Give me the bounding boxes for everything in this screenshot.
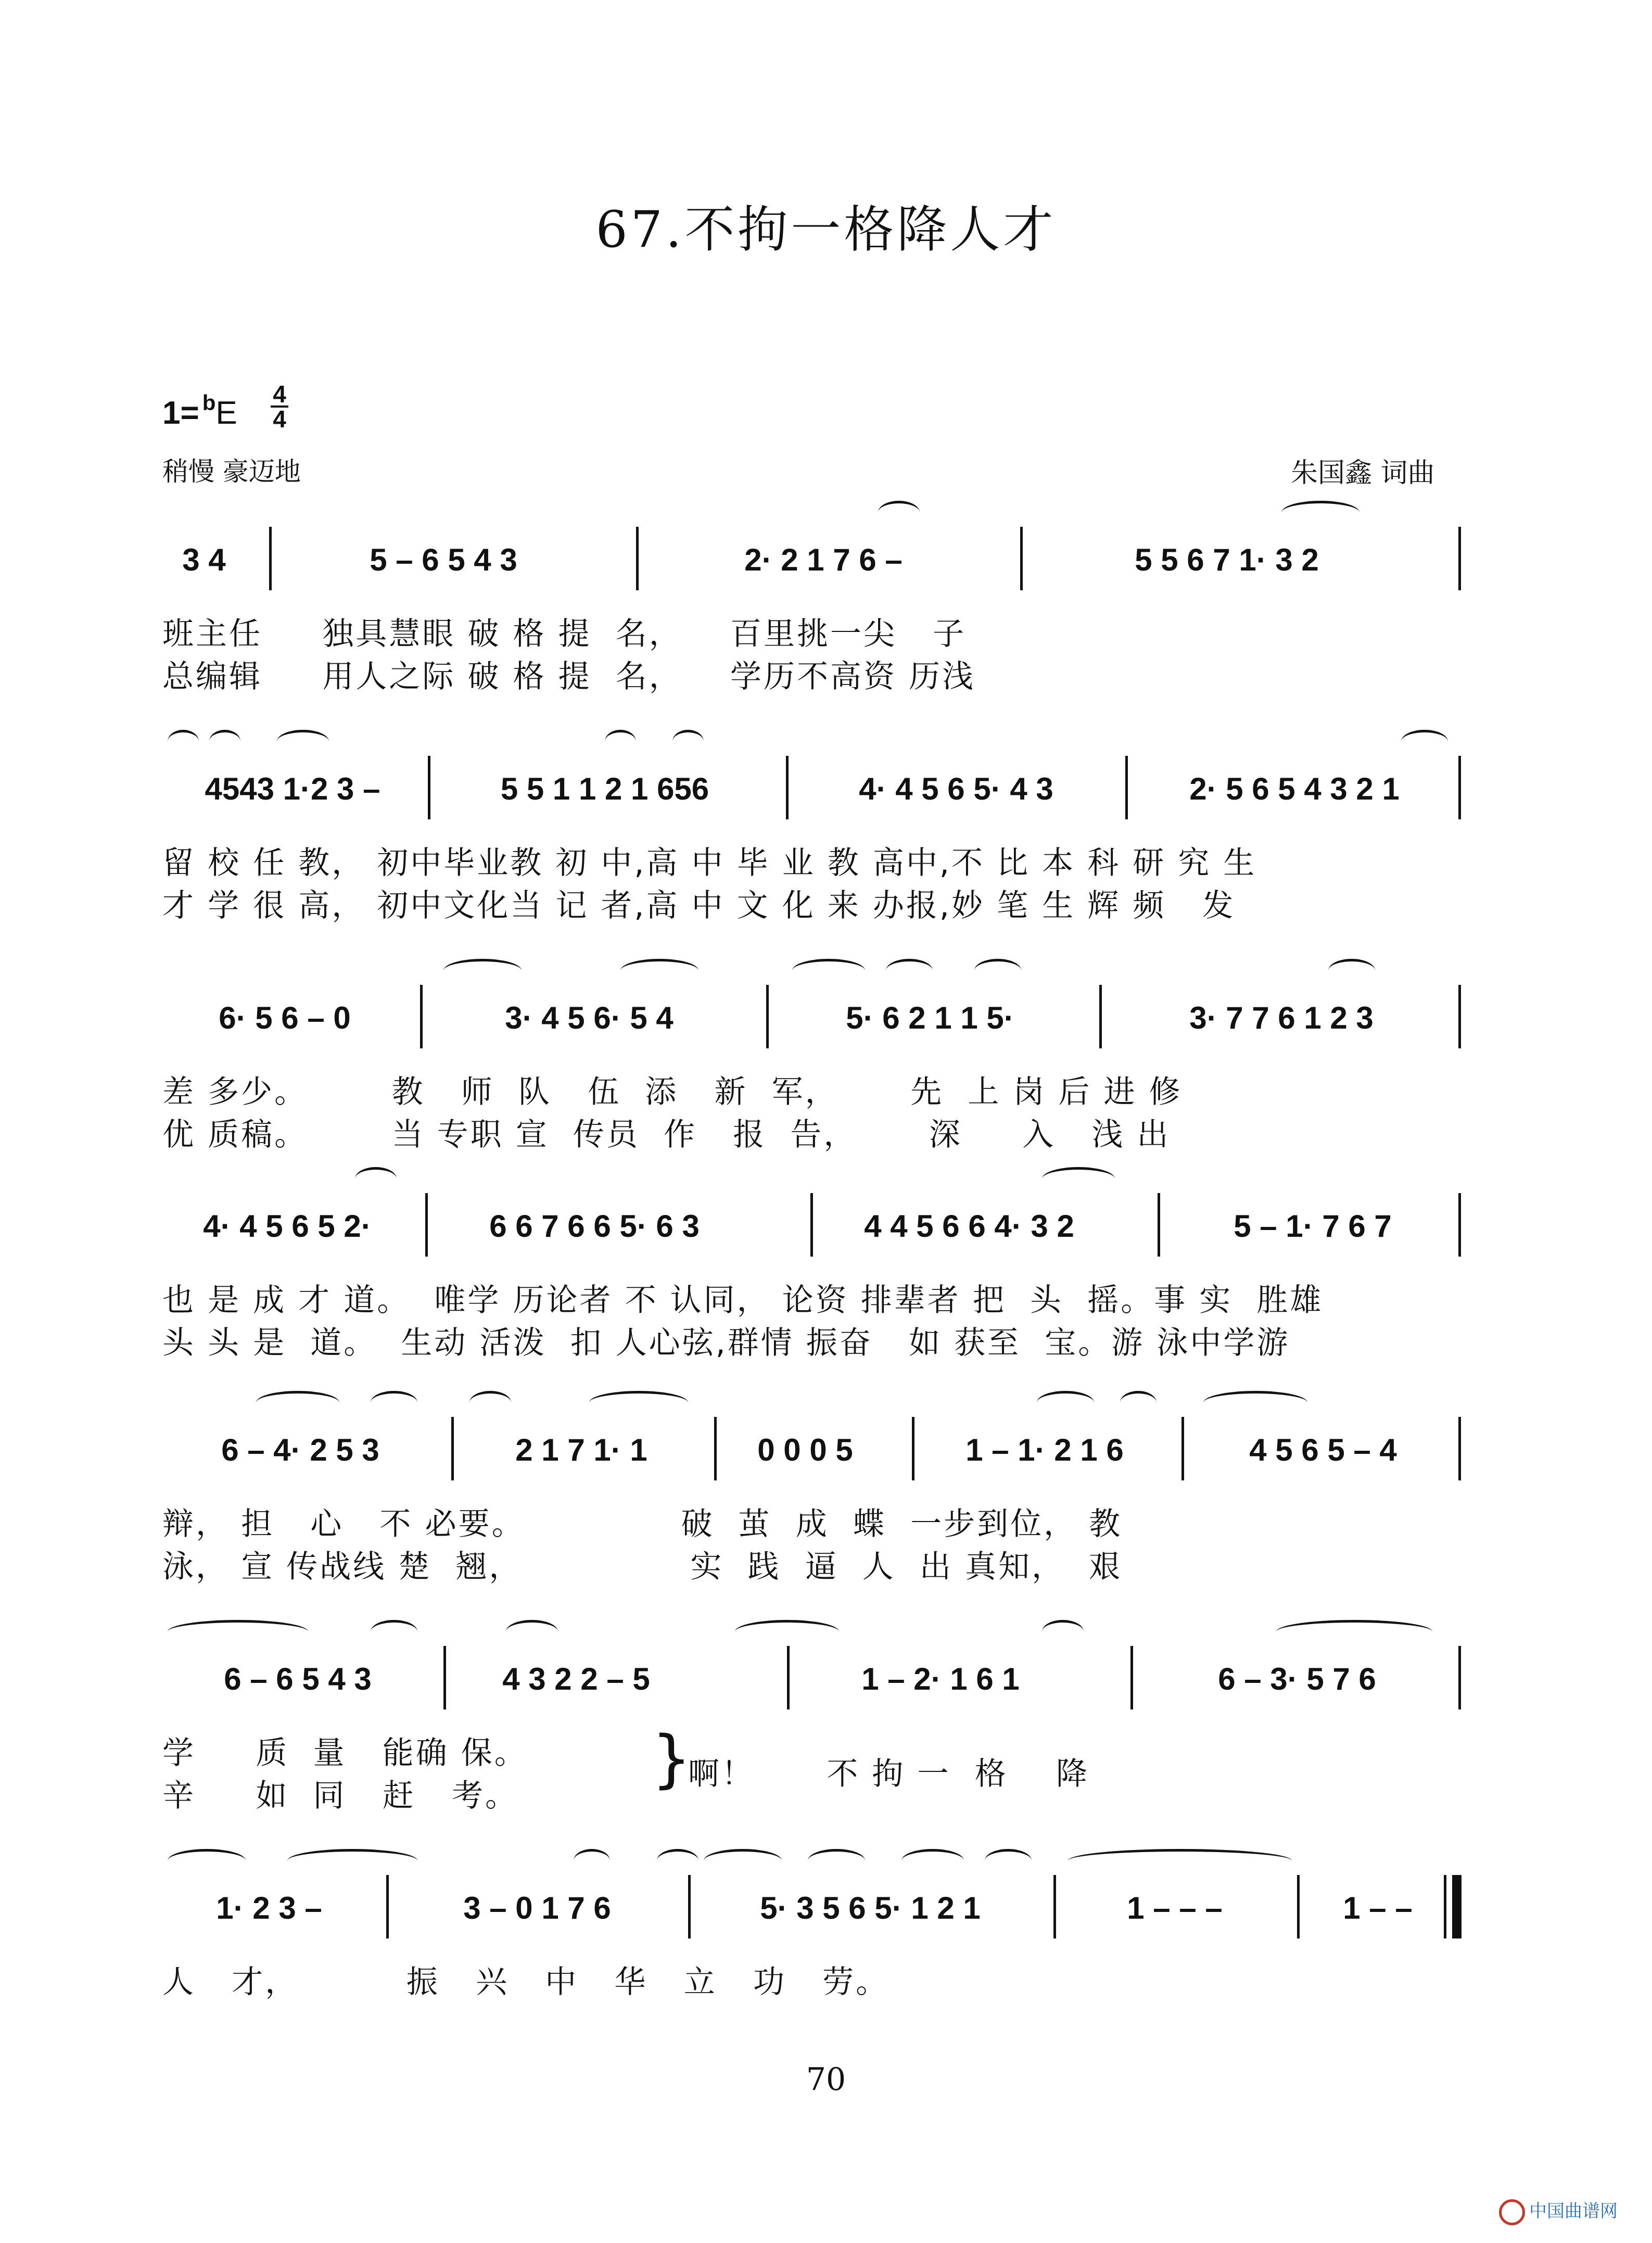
tie-slur <box>1281 501 1359 524</box>
measure <box>1029 531 1425 588</box>
measure-notes: 6· 5 6 – 0 <box>219 1000 351 1035</box>
tie-slur <box>672 730 704 753</box>
measure-notes: 1 – 1· 2 1 6 <box>965 1432 1124 1467</box>
measure-notes: 1 – 2· 1 6 1 <box>861 1661 1020 1696</box>
measure <box>162 760 423 817</box>
barline <box>714 1417 717 1480</box>
measure-notes: 6 – 6 5 4 3 <box>224 1661 372 1696</box>
barline <box>787 1646 790 1709</box>
tie-slur <box>168 730 199 753</box>
measure-notes: 5 – 6 5 4 3 <box>370 542 517 577</box>
measure-notes: 6 – 3· 5 7 6 <box>1218 1661 1376 1696</box>
lyric-line-1: 留 校 任 教， 初中毕业教 初 中,高 中 毕 业 教 高中,不 比 本 科 研 究 生 <box>162 845 1257 881</box>
tempo-marking: 稍慢 豪迈地 <box>162 457 301 487</box>
tie-slur <box>1401 730 1448 753</box>
barline <box>443 1646 446 1709</box>
lyric-line-2: 头 头 是 道。 生动 活泼 扣 人心弦,群情 振奋 如 获至 宝。游 泳中学游 <box>162 1325 1290 1361</box>
measure <box>162 1421 438 1478</box>
lyric-line-1: 辩， 担 心 不 必要。 破 茧 成 蝶 一步到位， 教 <box>162 1506 1123 1542</box>
measure-notes: 0 0 0 5 <box>757 1432 853 1467</box>
notes-row <box>162 989 1464 1046</box>
final-barline <box>1452 1875 1462 1938</box>
lyric-line-1: 班主任 独具慧眼 破 格 提 名， 百里挑一尖 子 <box>162 616 967 652</box>
measure <box>459 1421 704 1478</box>
measure-notes: 1 – – <box>1343 1890 1413 1925</box>
tie-slur <box>1037 1391 1094 1414</box>
tie-slur <box>1042 1167 1115 1190</box>
measure <box>920 1421 1170 1478</box>
measure-notes: 6 6 7 6 6 5· 6 3 <box>489 1208 700 1244</box>
time-signature-bottom: 4 <box>273 405 286 433</box>
measure <box>722 1421 888 1478</box>
measure <box>277 531 610 588</box>
tie-slur <box>657 1849 698 1872</box>
barline <box>1181 1417 1184 1480</box>
measure-notes: 2 1 7 1· 1 <box>515 1432 647 1467</box>
measure <box>1133 760 1456 817</box>
tie-slur <box>589 1391 688 1414</box>
measure <box>646 531 1000 588</box>
tie-slur <box>792 959 865 982</box>
measure-notes: 3 – 0 1 7 6 <box>463 1890 611 1925</box>
measure <box>162 1650 433 1707</box>
notes-row <box>162 760 1464 817</box>
tie-slur <box>355 1167 397 1190</box>
measure <box>162 1879 376 1936</box>
measure-notes: 5· 6 2 1 1 5· <box>846 1000 1014 1035</box>
barline <box>1458 756 1461 819</box>
barline <box>420 985 423 1048</box>
tie-slur <box>443 959 522 982</box>
measure <box>1107 989 1456 1046</box>
tie-slur <box>371 1620 417 1643</box>
measure-notes: 4543 1·2 3 – <box>205 771 380 806</box>
barline <box>1020 527 1023 590</box>
notes-row <box>162 531 1464 588</box>
barline <box>451 1417 454 1480</box>
barline <box>269 527 272 590</box>
tie-slur <box>168 1620 308 1643</box>
tie-slur <box>1276 1620 1432 1643</box>
measure <box>162 531 246 588</box>
tie-slur <box>1120 1391 1157 1414</box>
lyric-line-2: 泳， 宣 传战线 楚 翘， 实 践 逼 人 出 真知， 艰 <box>162 1549 1123 1585</box>
notes-row <box>162 1197 1464 1254</box>
measure <box>162 989 407 1046</box>
barline <box>636 527 639 590</box>
measure <box>162 1197 412 1254</box>
tie-slur <box>878 501 920 524</box>
measure <box>1190 1421 1456 1478</box>
measure-notes: 5 5 1 1 2 1 656 <box>500 771 709 806</box>
tie-slur <box>209 730 240 753</box>
measure-notes: 4 5 6 5 – 4 <box>1249 1432 1397 1467</box>
measure <box>1305 1879 1451 1936</box>
tie-slur <box>574 1849 610 1872</box>
measure-notes: 5· 3 5 6 5· 1 2 1 <box>760 1890 981 1925</box>
watermark <box>1499 2197 1618 2225</box>
measure <box>818 1197 1120 1254</box>
measure-notes: 5 5 6 7 1· 3 2 <box>1135 542 1319 577</box>
measure <box>1167 1197 1458 1254</box>
lyric-line-1: 也 是 成 才 道。 唯学 历论者 不 认同， 论资 排辈者 把 头 摇。事 实 胜雄 <box>162 1282 1324 1319</box>
key-label: 1= <box>162 395 199 431</box>
barline <box>1458 1193 1461 1257</box>
tie-slur <box>371 1391 417 1414</box>
measure-notes: 5 – 1· 7 6 7 <box>1234 1208 1392 1244</box>
measure <box>451 1650 701 1707</box>
measure-notes: 6 – 4· 2 5 3 <box>221 1432 379 1467</box>
tie-slur <box>256 1391 339 1414</box>
key-signature <box>162 390 237 432</box>
measure <box>436 760 774 817</box>
measure-notes: 2· 2 1 7 6 – <box>744 542 903 577</box>
measure-notes: 4· 4 5 6 5 2· <box>203 1208 372 1244</box>
time-signature <box>271 381 288 433</box>
barline <box>425 1193 428 1257</box>
tie-slur <box>735 1620 839 1643</box>
flat-symbol: b <box>202 390 216 415</box>
barline <box>1125 756 1128 819</box>
measure <box>433 1197 756 1254</box>
barline <box>766 985 769 1048</box>
composer-credit: 朱国鑫 词曲 <box>1291 458 1435 489</box>
measure <box>1138 1650 1456 1707</box>
lyric-interlude: 啊！ 不 拘 一 格 降 <box>688 1756 1090 1792</box>
measure-notes: 3· 7 7 6 1 2 3 <box>1189 1000 1374 1035</box>
barline <box>1297 1875 1300 1938</box>
lyric-line-2: 优 质稿。 当 专职 宣 传员 作 报 告， 深 入 浅 出 <box>162 1117 1171 1153</box>
song-title: 67.不拘一格降人才 <box>595 200 1057 259</box>
measure <box>394 1879 680 1936</box>
tie-slur <box>901 1849 964 1872</box>
barline <box>1458 527 1461 590</box>
measure-notes: 3· 4 5 6· 5 4 <box>505 1000 673 1035</box>
barline <box>1444 1875 1446 1938</box>
barline <box>1458 1646 1461 1709</box>
barline <box>1053 1875 1056 1938</box>
barline <box>428 756 430 819</box>
measure-notes: 3 4 <box>182 542 226 577</box>
watermark-logo-icon <box>1499 2199 1525 2225</box>
tie-slur <box>168 1849 246 1872</box>
tie-slur <box>974 959 1021 982</box>
lyric-line-1: 差 多少。 教 师 队 伍 添 新 军， 先 上 岗 后 进 修 <box>162 1074 1183 1110</box>
measure-notes: 4 4 5 6 6 4· 3 2 <box>864 1208 1074 1244</box>
measure-notes: 1· 2 3 – <box>216 1890 322 1925</box>
notes-row <box>162 1421 1464 1478</box>
measure <box>795 1650 1086 1707</box>
watermark-text: 中国曲谱网 <box>1529 2201 1618 2222</box>
tie-slur <box>605 730 636 753</box>
triplet-slur <box>1203 1391 1307 1414</box>
measure-notes: 4· 4 5 6 5· 4 3 <box>859 771 1053 806</box>
lyric-line-1: 学 质 量 能确 保。 <box>162 1735 528 1771</box>
barline <box>688 1875 691 1938</box>
tie-slur <box>469 1391 511 1414</box>
barline <box>386 1875 389 1938</box>
lyric-line-2: 总编辑 用人之际 破 格 提 名， 学历不高资 历浅 <box>162 658 976 695</box>
measure-notes: 2· 5 6 5 4 3 2 1 <box>1189 771 1400 806</box>
time-signature-top: 4 <box>273 381 286 408</box>
tie-slur <box>985 1849 1032 1872</box>
lyric-line-2: 辛 如 同 赶 考。 <box>162 1778 518 1814</box>
barline <box>786 756 789 819</box>
tie-slur <box>704 1849 782 1872</box>
tie-slur <box>1328 959 1375 982</box>
barline <box>1458 985 1461 1048</box>
measure <box>795 760 1117 817</box>
tie-slur <box>808 1849 865 1872</box>
lyric-line-1: 人 才， 振 兴 中 华 立 功 劳。 <box>162 1964 889 2000</box>
barline <box>1158 1193 1160 1257</box>
lyric-line-2: 才 学 很 高， 初中文化当 记 者,高 中 文 化 来 办报,妙 笔 生 辉 频 发 <box>162 888 1236 924</box>
brace-symbol: } <box>652 1723 692 1795</box>
key-note: E <box>215 395 237 431</box>
tie-slur <box>1068 1849 1292 1872</box>
barline <box>912 1417 914 1480</box>
measure-notes: 1 – – – <box>1127 1890 1223 1925</box>
notes-row <box>162 1879 1464 1936</box>
barline <box>810 1193 813 1257</box>
measure <box>696 1879 1045 1936</box>
tie-slur <box>287 1849 417 1872</box>
measure <box>428 989 751 1046</box>
tie-slur <box>506 1620 558 1643</box>
measure <box>1063 1879 1287 1936</box>
barline <box>1130 1646 1133 1709</box>
page-number: 70 <box>806 2061 846 2098</box>
measure-notes: 4 3 2 2 – 5 <box>502 1661 650 1696</box>
tie-slur <box>886 959 933 982</box>
tie-slur <box>1042 1620 1084 1643</box>
barline <box>1099 985 1102 1048</box>
tie-slur <box>620 959 698 982</box>
barline <box>1458 1417 1461 1480</box>
notes-row <box>162 1650 1464 1707</box>
tie-slur <box>277 730 329 753</box>
measure <box>774 989 1086 1046</box>
